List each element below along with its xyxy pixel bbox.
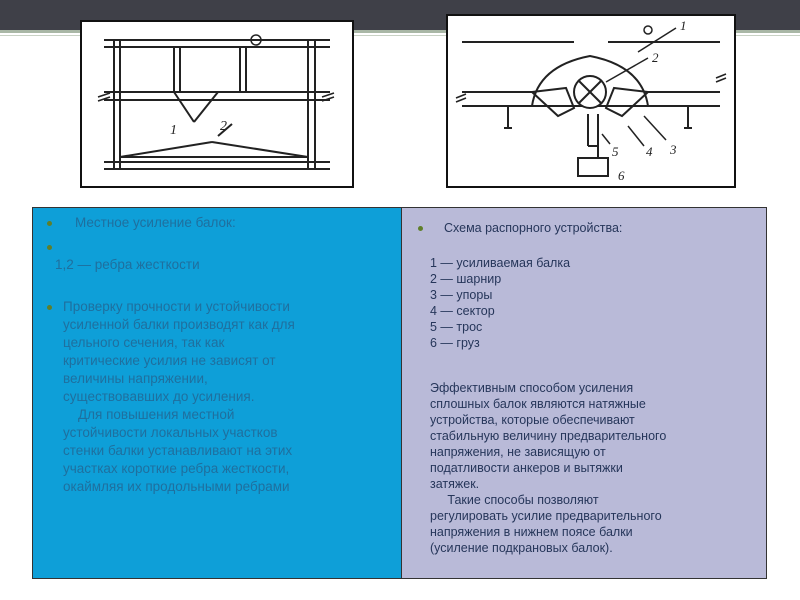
legend-item: 1 — усиливаемая балка: [430, 256, 571, 270]
right-paragraph-line: Такие способы позволяют: [430, 493, 599, 507]
left-paragraph-line: устойчивости локальных участков: [63, 425, 278, 440]
left-text-panel: [32, 207, 402, 579]
left-paragraph-line: критические усилия не зависят от: [63, 353, 276, 368]
left-paragraph-line: Для повышения местной: [63, 407, 235, 422]
left-paragraph: [63, 298, 295, 496]
beam-reinforcement-drawing: [82, 22, 352, 186]
left-paragraph-line: Проверку прочности и устойчивости: [63, 299, 290, 314]
left-bullet-title: Местное усиление балок:: [75, 215, 236, 230]
rib-label-2: 2: [220, 119, 227, 134]
label-5: 5: [612, 144, 619, 159]
legend-item: 6 — груз: [430, 336, 480, 350]
right-paragraph: [430, 380, 666, 556]
left-paragraph-line: величины напряжении,: [63, 371, 208, 386]
legend-item: 4 — сектор: [430, 304, 495, 318]
right-paragraph-line: устройства, которые обеспечивают: [430, 413, 635, 427]
right-paragraph-line: стабильную величину предварительного: [430, 429, 667, 443]
right-paragraph-line: напряжения, не зависящую от: [430, 445, 606, 459]
spreading-device-figure: [446, 14, 736, 188]
bullet-icon: [47, 305, 52, 310]
right-paragraph-line: затяжек.: [430, 477, 480, 491]
right-bullet-title: Схема распорного устройства:: [444, 221, 623, 235]
bullet-icon: [418, 226, 423, 231]
label-1: 1: [680, 18, 687, 33]
right-paragraph-line: сплошных балок являются натяжные: [430, 397, 646, 411]
left-paragraph-line: стенки балки устанавливают на этих: [63, 443, 293, 458]
right-paragraph-line: (усиление подкрановых балок).: [430, 541, 613, 555]
rib-label-1: 1: [170, 123, 177, 138]
right-text-panel: [401, 207, 767, 579]
left-paragraph-line: участках короткие ребра жесткости,: [63, 461, 290, 476]
right-paragraph-line: напряжения в нижнем поясе балки: [430, 525, 633, 539]
spreading-device-drawing: [448, 16, 734, 186]
label-6: 6: [618, 168, 625, 183]
left-paragraph-line: усиленной балки производят как для: [63, 317, 295, 332]
label-3: 3: [670, 142, 677, 157]
label-2: 2: [652, 50, 659, 65]
legend-item: 5 — трос: [430, 320, 483, 334]
legend-item: 3 — упоры: [430, 288, 493, 302]
left-paragraph-line: окаймляя их продольными ребрами: [63, 479, 290, 494]
bullet-icon: [47, 245, 52, 250]
left-paragraph-line: цельного сечения, так как: [63, 335, 225, 350]
right-paragraph-line: податливости анкеров и вытяжки: [430, 461, 623, 475]
label-4: 4: [646, 144, 653, 159]
beam-reinforcement-figure: [80, 20, 354, 188]
right-paragraph-line: Эффективным способом усиления: [430, 381, 634, 395]
right-paragraph-line: регулировать усилие предварительного: [430, 509, 662, 523]
legend-list: [430, 255, 570, 351]
bullet-icon: [47, 221, 52, 226]
legend-item: 2 — шарнир: [430, 272, 502, 286]
left-paragraph-line: существовавших до усиления.: [63, 389, 255, 404]
ribs-label: 1,2 — ребра жесткости: [55, 257, 200, 272]
